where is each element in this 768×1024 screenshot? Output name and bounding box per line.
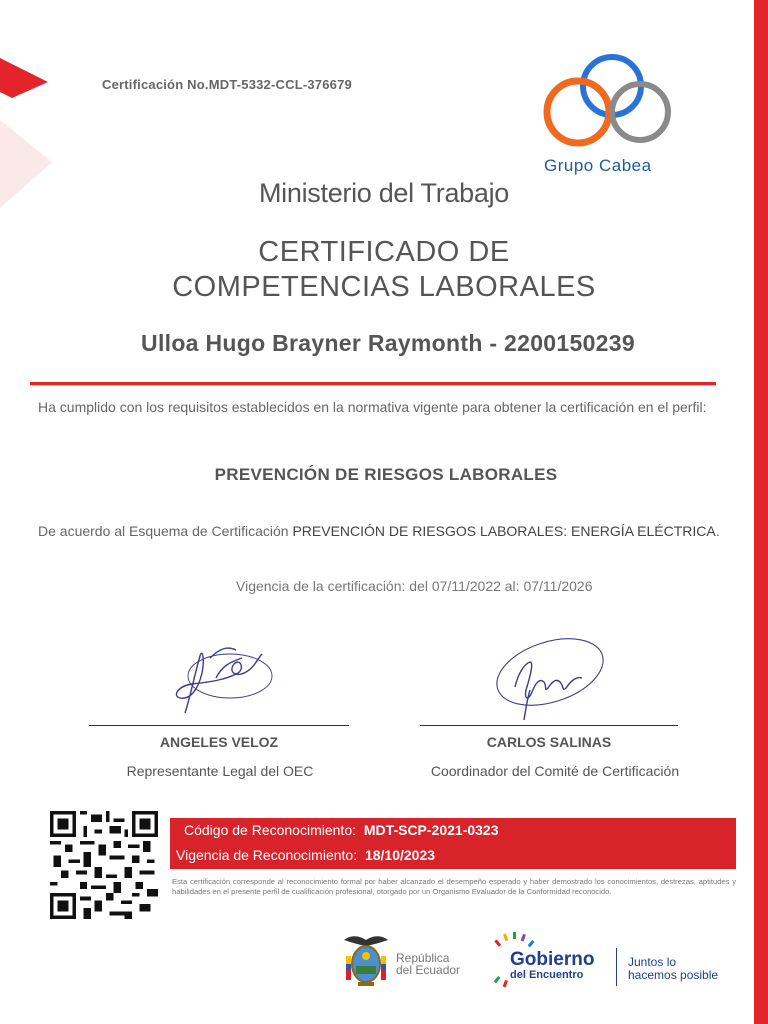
republica-line1: República — [396, 951, 450, 965]
republica-text — [396, 952, 460, 976]
recognition-code-label: Código de Reconocimiento: — [184, 822, 356, 838]
signer-name-left: ANGELES VELOZ — [159, 734, 279, 750]
recognition-box — [170, 818, 736, 869]
profile-title: PREVENCIÓN DE RIESGOS LABORALES — [214, 465, 558, 484]
recognition-validity-row — [176, 847, 435, 863]
certificate-title-line2: COMPETENCIAS LABORALES — [172, 271, 596, 303]
signature-line-right — [420, 725, 678, 726]
right-red-bar — [754, 0, 768, 1024]
logo-text: Grupo Cabea — [544, 156, 652, 175]
scheme-prefix: De acuerdo al Esquema de Certificación — [38, 523, 289, 539]
recipient-name: Ulloa Hugo Brayner Raymonth - 2200150239 — [141, 330, 635, 356]
gobierno-subtitle: del Encuentro — [510, 969, 584, 981]
recognition-validity-label: Vigencia de Reconocimiento: — [176, 847, 358, 863]
signer-role-right: Coordinador del Comité de Certificación — [430, 763, 680, 779]
qr-code[interactable] — [48, 811, 160, 919]
signature-left — [150, 628, 280, 723]
gray-divider — [30, 385, 716, 386]
disclaimer-text: Esta certificación corresponde al reconocimiento formal por haber alcanzado el desempeño esperado y haber demostrado los conocimientos, destrezas, aptitudes y habilidades en el presente perfil de cualificación profesional, otorgado por un Organismo Evaluador de la Conformidad reconocido. — [172, 877, 736, 896]
scheme-name: PREVENCIÓN DE RIESGOS LABORALES: ENERGÍA ELÉCTRICA — [292, 523, 716, 539]
ecuador-coat-of-arms-icon — [338, 928, 394, 990]
recognition-validity-value: 18/10/2023 — [364, 847, 436, 863]
juntos-slogan — [628, 956, 718, 982]
logo-separator — [616, 948, 617, 986]
juntos-line2: hacemos posible — [628, 968, 719, 982]
certification-number: Certificación No.MDT-5332-CCL-376679 — [102, 77, 352, 92]
signer-role-left: Representante Legal del OEC — [126, 763, 314, 779]
signature-line-left — [89, 725, 349, 726]
juntos-line1: Juntos lo — [628, 955, 677, 969]
scheme-suffix: . — [715, 523, 720, 539]
certificate-title-line1: CERTIFICADO DE — [258, 236, 510, 268]
signer-name-right: CARLOS SALINAS — [486, 734, 612, 750]
ministry-title: Ministerio del Trabajo — [258, 178, 510, 208]
certificate-validity: Vigencia de la certificación: del 07/11/2022 al: 07/11/2026 — [236, 578, 593, 594]
signature-right — [490, 632, 620, 727]
scheme-paragraph — [38, 522, 726, 540]
requirement-text: Ha cumplido con los requisitos establecidos en la normativa vigente para obtener la certificación en el perfil: — [38, 399, 707, 415]
recognition-code-value: MDT-SCP-2021-0323 — [363, 822, 499, 838]
gobierno-title: Gobierno — [510, 949, 595, 970]
republica-line2: del Ecuador — [396, 963, 461, 977]
recognition-code-row — [176, 822, 499, 838]
